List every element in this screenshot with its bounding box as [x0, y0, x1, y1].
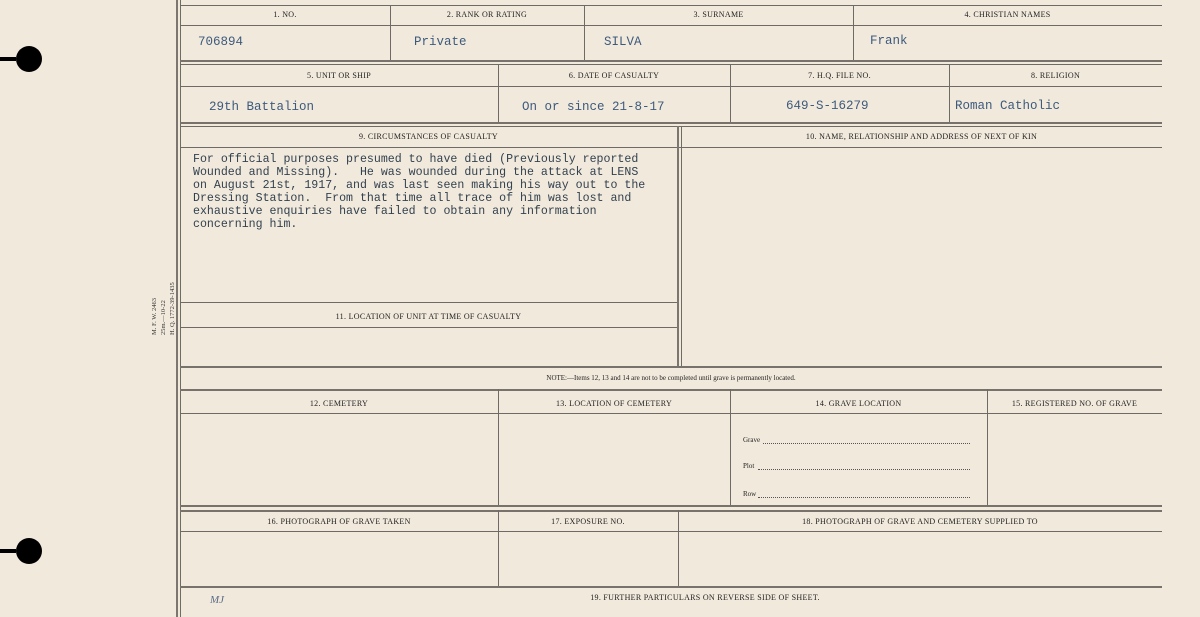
row-label: Row [743, 490, 757, 498]
value-circumstances: For official purposes presumed to have died (Previously reported Wounded and Missing). He was wounded during the attack at LENS on August 21st, 1917, and was last seen making his way out to the Dressing Station. From that time all trace of him was lost and exhaustive enquiries have failed to obtain any information concerning him. [193, 153, 646, 231]
header-photo-taken: 16. PHOTOGRAPH OF GRAVE TAKEN [267, 517, 411, 526]
grave-label: Grave [743, 436, 761, 444]
header-registered-no: 15. REGISTERED NO. OF GRAVE [1011, 399, 1138, 408]
row4-top-rule [180, 389, 1162, 391]
left-margin-rule [176, 0, 178, 617]
header-exposure-no: 17. EXPOSURE NO. [551, 517, 625, 526]
print-code-line-1: M. F. W. 2463 [151, 297, 158, 335]
note-text: NOTE:—Items 12, 13 and 14 are not to be completed until grave is permanently located. [546, 374, 796, 382]
value-christian-names: Frank [870, 34, 908, 48]
punch-hole-top [16, 46, 42, 72]
punch-hole-bottom-tab [0, 549, 16, 553]
row1-top-rule [180, 5, 1162, 6]
row1-header-rule [180, 25, 1162, 26]
punch-hole-bottom [16, 538, 42, 564]
row5-bottom-rule [180, 586, 1162, 588]
print-code-line-3: H. Q. 1772-39-1435 [169, 282, 176, 335]
value-surname: SILVA [604, 35, 642, 49]
header-grave-location: 14. GRAVE LOCATION [815, 399, 902, 408]
row1-bottom-rule [180, 60, 1162, 62]
value-date: On or since 21-8-17 [522, 100, 665, 114]
value-religion: Roman Catholic [955, 99, 1061, 113]
punch-hole-top-tab [0, 57, 16, 61]
header-date: 6. DATE OF CASUALTY [568, 71, 660, 80]
value-number: 706894 [198, 35, 244, 49]
plot-dotted-line [758, 469, 970, 470]
header-photo-supplied: 18. PHOTOGRAPH OF GRAVE AND CEMETERY SUPPLIED TO [802, 517, 1038, 526]
header-surname: 3. SURNAME [693, 10, 744, 19]
row2-header-rule [180, 86, 1162, 87]
row-dotted-line [758, 497, 970, 498]
value-unit: 29th Battalion [209, 100, 315, 114]
header-cemetery-location: 13. LOCATION OF CEMETERY [555, 399, 673, 408]
row3-bottom-rule [180, 366, 1162, 368]
value-rank: Private [414, 35, 467, 49]
row5-top-rule [180, 510, 1162, 512]
row4-header-rule [180, 413, 1162, 414]
header-religion: 8. RELIGION [1030, 71, 1081, 80]
row3-header-rule [180, 147, 1162, 148]
header-further-particulars: 19. FURTHER PARTICULARS ON REVERSE SIDE OF SHEET. [590, 593, 820, 602]
header-circumstances: 9. CIRCUMSTANCES OF CASUALTY [358, 132, 499, 141]
header-christian-names: 4. CHRISTIAN NAMES [964, 10, 1051, 19]
row2-top-rule [180, 64, 1162, 65]
header-cemetery: 12. CEMETERY [309, 399, 369, 408]
clerk-initials: MJ [210, 594, 225, 606]
row2-bottom-rule [180, 122, 1162, 124]
row4-bottom-rule [180, 505, 1162, 507]
item11-top-rule [180, 302, 677, 303]
header-location-of-unit: 11. LOCATION OF UNIT AT TIME OF CASUALTY [335, 312, 522, 321]
row3-top-rule [180, 126, 1162, 127]
header-rank: 2. RANK OR RATING [446, 10, 528, 19]
plot-label: Plot [743, 462, 755, 470]
form-print-code [150, 275, 176, 335]
header-hq-file: 7. H.Q. FILE NO. [808, 71, 871, 80]
value-hq-file: 649-S-16279 [786, 99, 869, 113]
grave-dotted-line [763, 443, 970, 444]
header-number: 1. NO. [273, 10, 297, 19]
print-code-line-2: 25m.—10-22 [160, 300, 167, 335]
row5-header-rule [180, 531, 1162, 532]
header-next-of-kin: 10. NAME, RELATIONSHIP AND ADDRESS OF NEXT OF KIN [805, 132, 1038, 141]
item11-header-rule [180, 327, 677, 328]
header-unit: 5. UNIT OR SHIP [307, 71, 371, 80]
